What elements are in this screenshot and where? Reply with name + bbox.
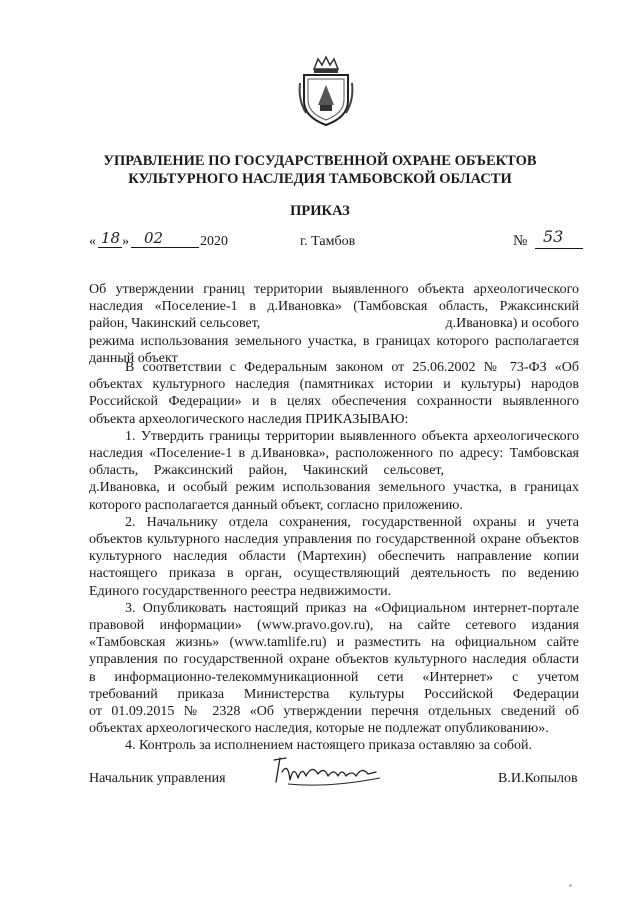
item-3-line: управления по государственной охране объектов культурного наследия области <box>89 652 579 668</box>
preamble-line: В соответствии с Федеральным законом от 25.06.2002 № 73-ФЗ «Об <box>125 360 579 375</box>
item-3-line: в информационно-телекоммуникационной сети «Интернет» с учетом <box>89 669 579 685</box>
preamble-line: Российской Федерации» и в целях обеспечения сохранности выявленного <box>89 394 579 410</box>
item-3-line: объектах археологического наследия, которые не подлежат опубликованию». <box>89 721 549 737</box>
order-body <box>89 359 579 755</box>
city: г. Тамбов <box>300 234 356 249</box>
date-close-quote: » <box>122 234 129 249</box>
item-2-line: объектов культурного наследия управления по государственной охране объектов <box>89 532 579 548</box>
item-2-line: Единого государственного реестра недвижимости. <box>89 583 392 599</box>
item-2-line: культурного наследия области (Мартехин) обеспечить направление копии <box>89 549 579 565</box>
item-1-line: которого располагается данный объект, согласно приложению. <box>89 497 463 513</box>
item-3-line: правовой информации» (www.pravo.gov.ru), на сайте сетевого издания <box>89 618 579 634</box>
order-number <box>513 227 583 251</box>
date-month: 02 <box>144 229 164 247</box>
organization-name-line-2: КУЛЬТУРНОГО НАСЛЕДИЯ ТАМБОВСКОЙ ОБЛАСТИ <box>128 171 512 187</box>
item-2-line: настоящего приказа в орган, осуществляющий деятельность по ведению <box>89 566 579 582</box>
preamble-line: объектах культурного наследия (памятниках истории и культуры) народов <box>89 377 579 393</box>
subject-line: режима использования земельного участка, в границах которого располагается <box>89 333 579 349</box>
date-day: 18 <box>101 229 121 247</box>
subject-line: район, Чакинский сельсовет, <box>89 316 261 332</box>
subject-line: д.Ивановка) и особого <box>445 316 579 332</box>
item-3-line: от 01.09.2015 № 2328 «Об утверждении перечня отдельных сведений об <box>89 704 579 720</box>
item-4-line: 4. Контроль за исполнением настоящего приказа оставляю за собой. <box>125 738 533 754</box>
handwritten-signature-icon <box>268 752 398 792</box>
subject-line: данный объект <box>89 350 178 366</box>
item-1-line: область, Ржаксинский район, Чакинский сельсовет, <box>89 463 444 479</box>
item-2-line: 2. Начальнику отдела сохранения, государственной охраны и учета <box>125 514 579 530</box>
preamble-line: объекта археологического наследия ПРИКАЗЫВАЮ: <box>89 411 409 427</box>
signatory-position: Начальник управления <box>89 771 226 786</box>
subject-line: Об утверждении границ территории выявленного объекта археологического <box>89 282 579 297</box>
subject-line: наследия «Поселение-1 в д.Ивановка» (Тамбовская область, Ржаксинский <box>89 299 579 315</box>
tambov-coat-of-arms-icon <box>296 55 356 127</box>
item-1-line: д.Ивановка, и особый режим использования земельного участка, в границах <box>89 480 579 496</box>
scan-speck <box>569 884 572 887</box>
item-3-line: 3. Опубликовать настоящий приказ на «Официальном интернет-портале <box>125 600 579 616</box>
item-3-line: «Тамбовская жизнь» (www.tamlife.ru) и разместить на официальном сайте <box>89 635 579 651</box>
signatory-name: В.И.Копылов <box>498 771 578 786</box>
item-3-line: требований приказа Министерства культуры Российской Федерации <box>89 686 579 702</box>
date-open-quote: « <box>89 234 96 249</box>
date-year: 2020 <box>200 234 228 249</box>
order-date <box>89 229 229 253</box>
number-sign: № <box>513 233 528 249</box>
item-1-line: наследия «Поселение-1 в д.Ивановка», расположенного по адресу: Тамбовская <box>89 446 579 462</box>
item-1-line: 1. Утвердить границы территории выявленного объекта археологического <box>125 428 579 444</box>
number-value: 53 <box>543 227 564 246</box>
document-type-title: ПРИКАЗ <box>290 203 350 219</box>
order-subject <box>89 281 579 367</box>
organization-name-line-1: УПРАВЛЕНИЕ ПО ГОСУДАРСТВЕННОЙ ОХРАНЕ ОБЪЕКТОВ <box>103 153 537 169</box>
